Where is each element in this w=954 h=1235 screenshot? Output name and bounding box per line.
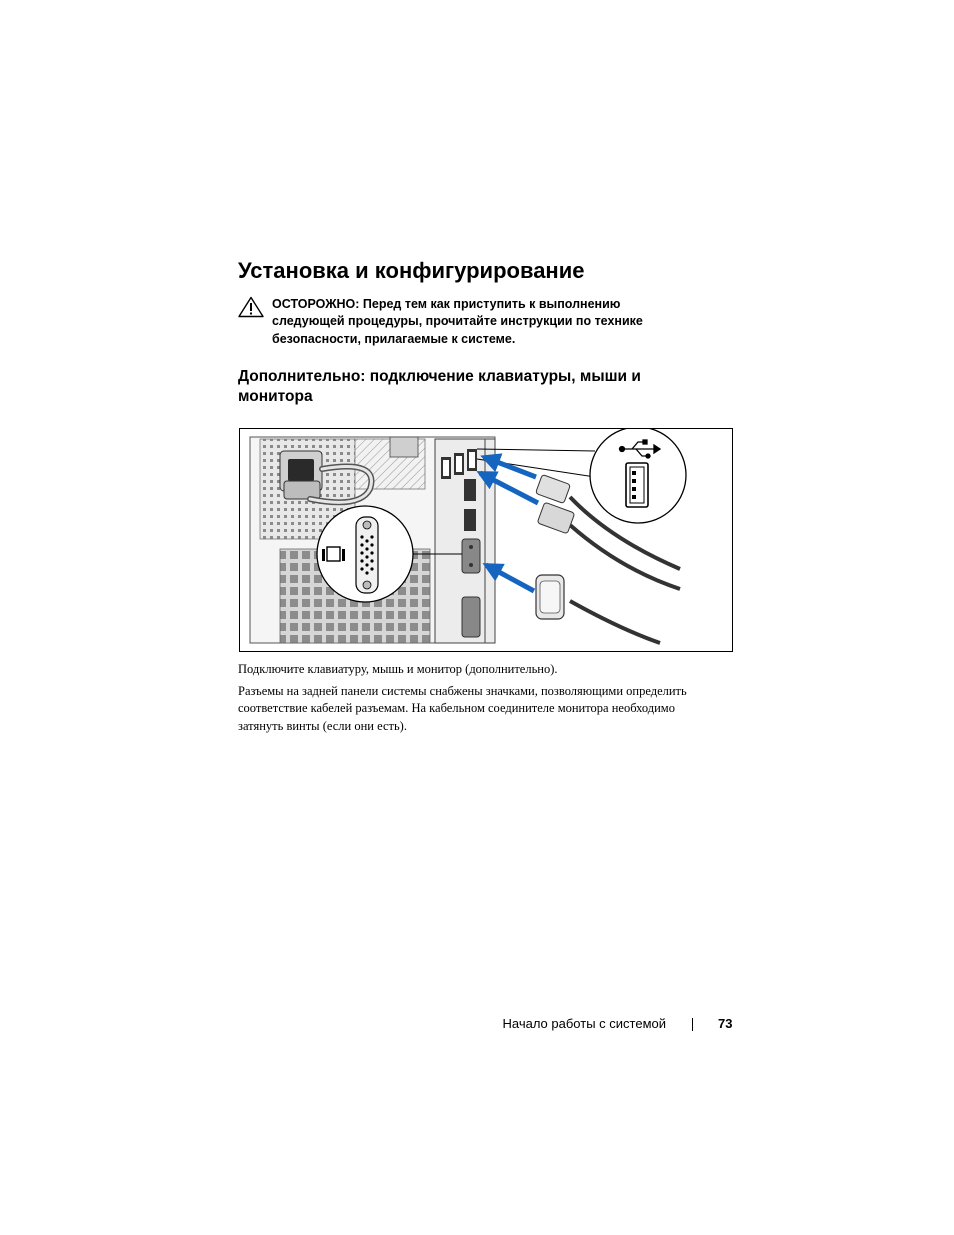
- rear-panel-drawing: [240, 429, 732, 651]
- usb-plug-mouse: [537, 502, 575, 534]
- vga-plug: [536, 575, 564, 619]
- section-heading-line-2: монитора: [238, 388, 313, 405]
- caution-notice: [272, 296, 732, 348]
- caution-line-2: следующей процедуры, прочитайте инструкции по технике: [272, 314, 643, 329]
- connection-illustration: [239, 428, 733, 652]
- usb-plug-keyboard: [535, 474, 570, 503]
- body-paragraph: [238, 683, 738, 735]
- body-line-1: Разъемы на задней панели системы снабжены значками, позволяющими определить: [238, 684, 687, 698]
- caution-line-1-text: Перед тем как приступить к выполнению: [359, 297, 621, 311]
- warning-triangle-icon: [238, 296, 264, 318]
- caution-line-1: [272, 296, 732, 313]
- footer-section-name: Начало работы с системой: [502, 1016, 666, 1031]
- section-heading-line-1: Дополнительно: подключение клавиатуры, мыши и: [238, 368, 641, 385]
- body-line-2: соответствие кабелей разъемам. На кабельном соединителе монитора необходимо: [238, 701, 675, 716]
- section-heading: [238, 367, 734, 407]
- footer-divider: [692, 1018, 693, 1031]
- page-number: 73: [718, 1016, 733, 1031]
- caution-label: ОСТОРОЖНО:: [272, 297, 360, 311]
- figure-caption: Подключите клавиатуру, мышь и монитор (дополнительно).: [238, 662, 558, 676]
- page-title: Установка и конфигурирование: [238, 258, 585, 283]
- body-line-3: затянуть винты (если они есть).: [238, 718, 407, 733]
- caution-line-3: безопасности, прилагаемые к системе.: [272, 331, 516, 346]
